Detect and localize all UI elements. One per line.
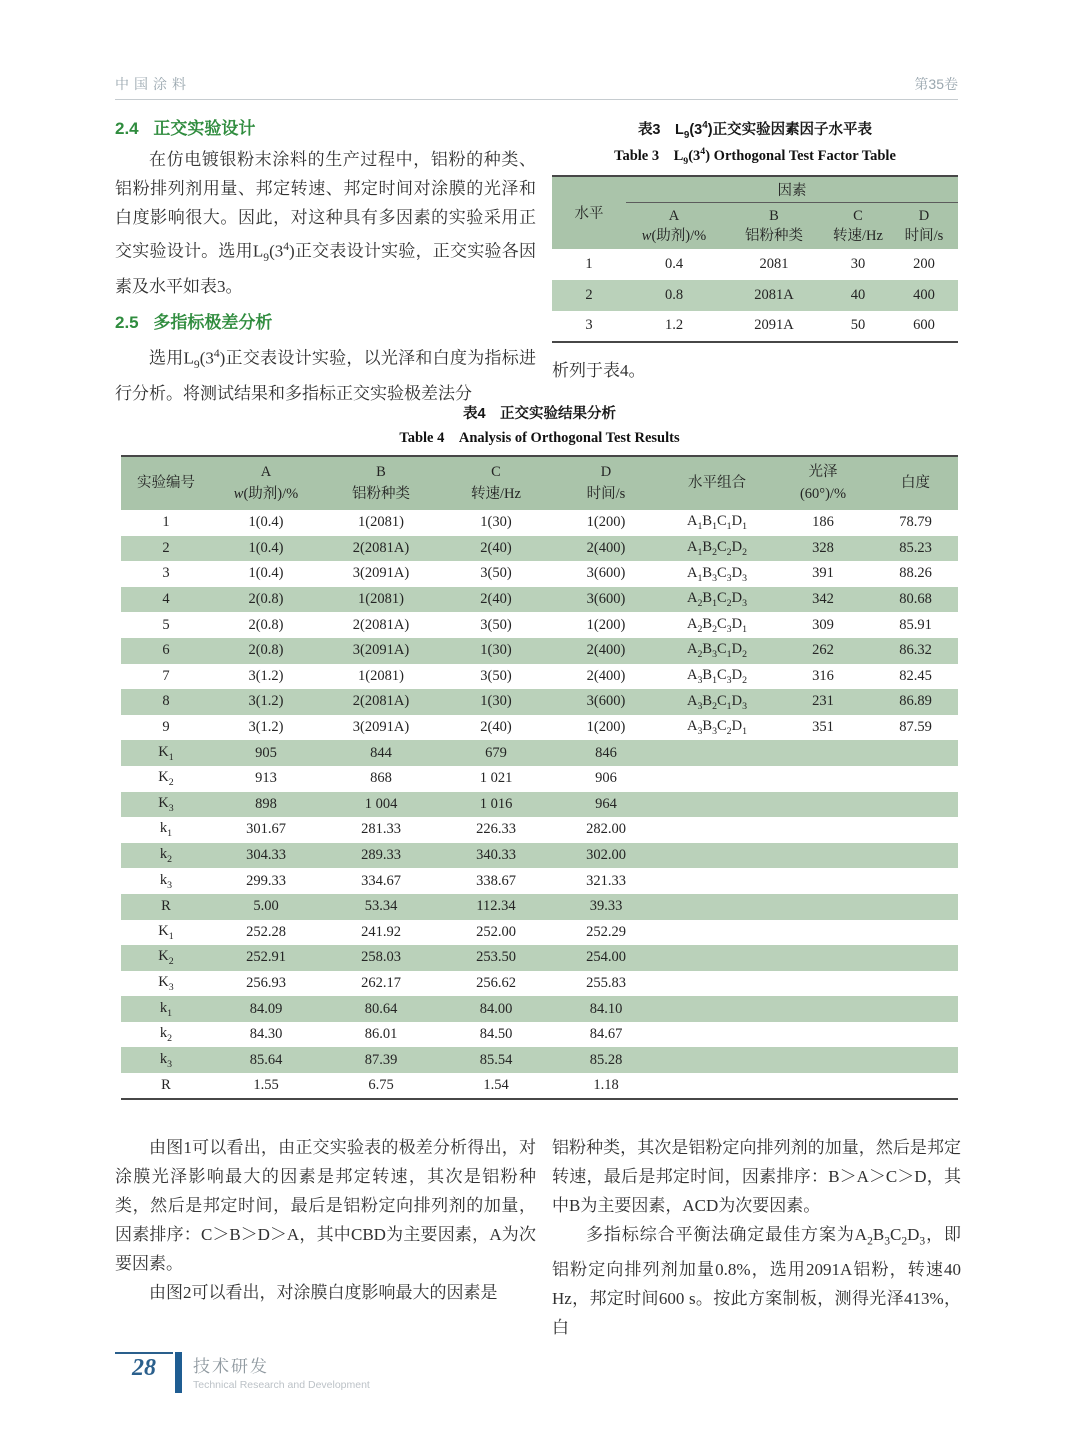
table-cell: 679: [441, 740, 551, 766]
column-header: B 铝粉种类: [722, 203, 826, 249]
table-cell: 334.67: [361, 872, 401, 889]
table-cell: 88.26: [899, 565, 932, 582]
table-cell: [773, 920, 873, 946]
table-cell: 86.32: [873, 638, 958, 664]
table-cell: [773, 868, 873, 894]
table-cell: [873, 1047, 958, 1073]
table-cell: 1.18: [593, 1076, 619, 1093]
table-cell: 844: [321, 740, 441, 766]
page-number-box: [115, 1352, 173, 1382]
table-cell: [773, 894, 873, 920]
table-cell: 39.33: [551, 894, 661, 920]
footer-section: [193, 1352, 370, 1391]
footer-divider-bar: [175, 1352, 182, 1393]
table-cell: 258.03: [321, 945, 441, 971]
table-cell: [773, 792, 873, 818]
table-cell: 2(2081A): [321, 536, 441, 562]
table-cell: 1(0.4): [248, 565, 284, 582]
table-row: [121, 536, 958, 562]
table-cell: 281.33: [361, 821, 401, 838]
table-cell: 86.01: [364, 1026, 398, 1043]
table-cell: 2(2081A): [321, 689, 441, 715]
table-cell: 3(600): [551, 587, 661, 613]
table-cell: [773, 996, 873, 1022]
table-cell: 3(2091A): [321, 638, 441, 664]
table-cell: [661, 792, 773, 818]
table-cell: [773, 817, 873, 843]
table-cell: [873, 740, 958, 766]
table-cell: 2(400): [586, 667, 626, 684]
table-cell: 304.33: [211, 843, 321, 869]
table-cell: 913: [255, 770, 277, 787]
table-cell: [661, 817, 773, 843]
table-cell: 316: [812, 667, 834, 684]
table-cell: 3(50): [480, 667, 512, 684]
table-row: [552, 176, 958, 203]
left-column-bottom: [115, 1133, 536, 1307]
column-header-level: 水平: [552, 176, 626, 249]
table-cell: 9: [162, 719, 170, 736]
table-cell: 85.23: [873, 536, 958, 562]
table-cell: $k_2$: [159, 1025, 173, 1045]
table-row: [552, 311, 958, 342]
table-row: [121, 920, 958, 946]
table-cell: 255.83: [586, 974, 626, 991]
table-cell: 6.75: [368, 1076, 394, 1093]
table-cell: 85.64: [211, 1047, 321, 1073]
table-cell: [873, 971, 958, 997]
table-cell: 85.91: [899, 616, 932, 633]
table-cell: [873, 792, 958, 818]
table-cell: $A_1B_3C_3D_3$: [687, 564, 747, 584]
table-cell: 309: [812, 616, 834, 633]
table-cell: [661, 868, 773, 894]
table-cell: 2(40): [480, 719, 512, 736]
table-cell: 342: [773, 587, 873, 613]
table-cell: $k_1$: [121, 996, 211, 1022]
table-cell: 5.00: [211, 894, 321, 920]
table3-caption-en: Table 3 $L_9(3^4)$ Orthogonal Test Factor Table: [614, 146, 896, 167]
table-cell: 0.4: [664, 255, 684, 272]
table-cell: [773, 843, 873, 869]
table-cell: [661, 1073, 773, 1099]
right-column-top: [552, 118, 958, 385]
table-cell: 1(200): [586, 719, 626, 736]
table-row: [121, 1073, 958, 1099]
table-cell: 40: [826, 280, 890, 311]
table-cell: 1(2081): [358, 667, 404, 684]
table-cell: 1(0.4): [248, 514, 284, 531]
table-cell: 252.28: [246, 923, 286, 940]
table-cell: 2(40): [441, 587, 551, 613]
table-cell: 1: [162, 514, 170, 531]
table-cell: 252.00: [476, 923, 516, 940]
table-cell: 1 004: [321, 792, 441, 818]
table-cell: 1(200): [586, 514, 626, 531]
column-header: D 时间/s: [551, 456, 661, 510]
table-row: [121, 868, 958, 894]
table-cell: 256.62: [476, 974, 516, 991]
column-header: A w(助剂)/%: [626, 203, 722, 249]
table-cell: 2(40): [441, 536, 551, 562]
table-cell: 3(2091A): [352, 719, 410, 736]
table-cell: 3(600): [551, 689, 661, 715]
table3-caption-zh: 表3 $L_9(3^4)$正交实验因素因子水平表: [637, 120, 873, 141]
table4-caption-en: Table 4 Analysis of Orthogonal Test Results: [399, 430, 680, 446]
table-cell: $A_3B_1C_3D_2$: [687, 666, 747, 686]
table-cell: [661, 945, 773, 971]
section-title: 多指标极差分析: [153, 313, 273, 333]
table-cell: $K_3$: [158, 974, 174, 993]
table-cell: 1.54: [483, 1076, 509, 1093]
left-column-top: [115, 112, 536, 408]
table-cell: 8: [121, 689, 211, 715]
table-cell: 84.00: [441, 996, 551, 1022]
table-cell: [773, 1073, 873, 1099]
table-cell: 87.39: [321, 1047, 441, 1073]
table-cell: 1(30): [480, 514, 512, 531]
table-cell: 3(1.2): [248, 719, 284, 736]
discussion-paragraph: 由图1可以看出，由正交实验表的极差分析得出，对涂膜光泽影响最大的因素是邦定转速，其次是铝粉种类，然后是邦定时间，最后是铝粉定向排列剂的加量，因素排序：C＞B＞D＞A，其中CBD为主要因素，A为次要因素。: [115, 1138, 536, 1273]
table-cell: 964: [551, 792, 661, 818]
table-cell: $k_1$: [159, 820, 173, 840]
table-cell: 4: [121, 587, 211, 613]
table-cell: 253.50: [441, 945, 551, 971]
table-cell: 1.55: [253, 1076, 279, 1093]
discussion-paragraph: 多指标综合平衡法确定最佳方案为$A_2B_3C_2D_3$，即铝粉定向排列剂加量0.8%，选用2091A铝粉，转速40 Hz，邦定时间600 s。按此方案制板，测得光泽413%，白: [552, 1225, 962, 1338]
footer-section-title: 技术研发: [193, 1357, 269, 1376]
table-cell: 1 021: [479, 770, 513, 787]
table-row: [121, 638, 958, 664]
table-row: [121, 792, 958, 818]
column-header: C 转速/Hz: [826, 203, 890, 249]
table-row: [121, 664, 958, 690]
table3-factor-level-table: [552, 175, 958, 343]
table-cell: 2081: [759, 255, 789, 272]
table-cell: 84.10: [551, 996, 661, 1022]
table-cell: 2(0.8): [211, 587, 321, 613]
table3-header: [552, 176, 958, 249]
table-cell: 600: [913, 317, 935, 334]
table-cell: 1(0.4): [211, 536, 321, 562]
table-cell: 2(0.8): [211, 638, 321, 664]
table-cell: $A_2B_1C_2D_3$: [661, 587, 773, 613]
table-cell: 30: [850, 255, 866, 272]
table4-header: [121, 456, 958, 510]
table-cell: 53.34: [321, 894, 441, 920]
table-cell: 846: [551, 740, 661, 766]
table-cell: [873, 1073, 958, 1099]
section-title: 正交实验设计: [153, 119, 256, 138]
table-cell: $k_3$: [159, 871, 173, 891]
table-cell: [873, 945, 958, 971]
table-cell: 1.2: [664, 317, 684, 334]
table-cell: 905: [211, 740, 321, 766]
table-cell: 226.33: [476, 821, 516, 838]
table-cell: $A_3B_3C_2D_1$: [687, 718, 747, 737]
table-cell: 262.17: [361, 974, 401, 991]
table-cell: 302.00: [551, 843, 661, 869]
table-cell: 3(600): [586, 565, 626, 582]
table-cell: 328: [773, 536, 873, 562]
table-cell: $A_1B_1C_1D_1$: [687, 513, 747, 533]
table-cell: 282.00: [586, 821, 626, 838]
table-cell: 5: [162, 616, 170, 633]
table-cell: $K_3$: [121, 792, 211, 818]
table-cell: 84.30: [249, 1026, 283, 1043]
table-cell: 252.91: [211, 945, 321, 971]
table-cell: 2(0.8): [248, 616, 284, 633]
column-header: 实验编号: [121, 456, 211, 510]
table-row: [121, 945, 958, 971]
table-row: [121, 971, 958, 997]
table4-section: [121, 402, 958, 1100]
table-cell: 1(2081): [321, 587, 441, 613]
column-header: C 转速/Hz: [441, 456, 551, 510]
table-cell: 231: [773, 689, 873, 715]
table-cell: [661, 766, 773, 792]
table-cell: 301.67: [246, 821, 286, 838]
page-header: [115, 74, 958, 100]
paragraph-2-4: 在仿电镀银粉末涂料的生产过程中，铝粉的种类、铝粉排列剂用量、邦定转速、邦定时间对涂膜的光泽和白度影响很大。因此，对这种具有多因素的实验采用正交实验设计。选用$L_9(3^4)$正交表设计实验，正交实验各因素及水平如表3。: [115, 150, 536, 297]
column-header: 白度: [873, 456, 958, 510]
table-cell: 340.33: [441, 843, 551, 869]
table-cell: 1(30): [441, 638, 551, 664]
section-heading-2-4: [115, 114, 536, 139]
table-cell: 3(1.2): [248, 667, 284, 684]
table-cell: [661, 843, 773, 869]
table-row: [121, 612, 958, 638]
table-row: [121, 740, 958, 766]
table4-caption-zh: 表4 正交实验结果分析: [462, 406, 617, 422]
table-row: [121, 587, 958, 613]
section-heading-2-5: [115, 308, 536, 333]
table-cell: 289.33: [321, 843, 441, 869]
table-cell: R: [161, 1076, 171, 1093]
table-cell: 3(2091A): [352, 565, 410, 582]
table-cell: 84.67: [589, 1026, 623, 1043]
table-cell: 256.93: [246, 974, 286, 991]
discussion-paragraph: 由图2可以看出，对涂膜白度影响最大的因素是: [149, 1283, 498, 1302]
table-row: [121, 766, 958, 792]
table-cell: [661, 1022, 773, 1048]
table-row: [552, 249, 958, 280]
paragraph-2-5: 选用$L_9(3^4)$正交表设计实验，以光泽和白度为指标进行分析。将测试结果和多指标正交实验极差法分: [115, 347, 536, 404]
table-cell: 2(2081A): [352, 616, 410, 633]
table-cell: [873, 817, 958, 843]
table-cell: $A_2B_3C_1D_2$: [661, 638, 773, 664]
table-cell: 351: [812, 719, 834, 736]
table-cell: $A_2B_2C_3D_1$: [687, 615, 747, 635]
journal-name: 中国涂料: [115, 76, 191, 92]
table-row: [121, 456, 958, 510]
column-header-factor-group: 因素: [626, 176, 958, 203]
table-cell: [873, 1022, 958, 1048]
table-cell: [661, 740, 773, 766]
page-footer: [115, 1352, 370, 1393]
table-cell: [773, 740, 873, 766]
table-cell: 84.09: [211, 996, 321, 1022]
table-cell: [661, 920, 773, 946]
table-cell: 1(200): [586, 616, 626, 633]
section-number: 2.5: [115, 313, 139, 333]
table-cell: 200: [913, 255, 935, 272]
table-cell: [773, 1047, 873, 1073]
table-cell: 2(400): [551, 536, 661, 562]
table-cell: 3: [162, 565, 170, 582]
table-row: [552, 280, 958, 311]
table-cell: 338.67: [476, 872, 516, 889]
table-cell: $K_2$: [158, 769, 174, 789]
table-cell: [773, 971, 873, 997]
table-cell: [773, 1022, 873, 1048]
table-cell: 112.34: [441, 894, 551, 920]
table-cell: 3(1.2): [211, 689, 321, 715]
table-row: [121, 561, 958, 587]
table-cell: 2: [552, 280, 626, 311]
section-number: 2.4: [115, 119, 139, 138]
volume-label: 第35卷: [914, 76, 958, 92]
table-cell: R: [121, 894, 211, 920]
table-cell: [773, 945, 873, 971]
table-row: [121, 715, 958, 741]
table-cell: $A_3B_2C_1D_3$: [661, 689, 773, 715]
table-cell: 391: [812, 565, 834, 582]
table-cell: 1: [585, 255, 593, 272]
column-header: D 时间/s: [890, 203, 958, 249]
paragraph-2-5-continued: 析列于表4。: [552, 360, 646, 380]
table3-body: [552, 249, 958, 342]
table-cell: 50: [850, 317, 866, 334]
table-cell: 262: [773, 638, 873, 664]
table-cell: 6: [121, 638, 211, 664]
table-cell: 3(50): [480, 616, 512, 633]
table-row: [121, 817, 958, 843]
table-cell: 80.64: [321, 996, 441, 1022]
table-cell: [873, 868, 958, 894]
table-cell: 299.33: [246, 872, 286, 889]
right-column-bottom: [552, 1133, 961, 1342]
table-cell: $K_1$: [121, 740, 211, 766]
table-cell: [873, 843, 958, 869]
column-header: 水平组合: [661, 456, 773, 510]
table-row: [121, 1022, 958, 1048]
table-cell: 7: [162, 667, 170, 684]
table-cell: 898: [211, 792, 321, 818]
discussion-paragraph: 铝粉种类，其次是铝粉定向排列剂的加量，然后是邦定转速，最后是邦定时间，因素排序：B＞A＞C＞D，其中B为主要因素，ACD为次要因素。: [552, 1138, 961, 1215]
table-cell: 87.59: [899, 719, 932, 736]
table-cell: $k_2$: [121, 843, 211, 869]
page-number: 28: [132, 1355, 156, 1381]
table-cell: 254.00: [551, 945, 661, 971]
table-cell: 906: [595, 770, 617, 787]
table-cell: $A_1B_2C_2D_2$: [661, 536, 773, 562]
table-cell: $K_2$: [121, 945, 211, 971]
column-header: A w(助剂)/%: [211, 456, 321, 510]
table-cell: 78.79: [899, 514, 932, 531]
table-row: [121, 689, 958, 715]
table-cell: [661, 1047, 773, 1073]
table-cell: 80.68: [873, 587, 958, 613]
table-cell: 85.28: [551, 1047, 661, 1073]
table-cell: $K_1$: [158, 922, 174, 942]
table-row: [121, 894, 958, 920]
table-cell: 2081A: [722, 280, 826, 311]
table-cell: [873, 996, 958, 1022]
table-cell: [773, 766, 873, 792]
table-cell: 85.54: [441, 1047, 551, 1073]
table-cell: 868: [370, 770, 392, 787]
table-cell: 186: [812, 514, 834, 531]
table-cell: 2: [121, 536, 211, 562]
table-row: [121, 510, 958, 536]
table-cell: 0.8: [626, 280, 722, 311]
table-cell: 84.50: [479, 1026, 513, 1043]
table-cell: 3: [585, 317, 593, 334]
table-cell: 82.45: [899, 667, 932, 684]
table-row: [121, 843, 958, 869]
table-cell: 241.92: [361, 923, 401, 940]
column-header: B 铝粉种类: [321, 456, 441, 510]
table-cell: [661, 894, 773, 920]
table-cell: [661, 971, 773, 997]
table-cell: 252.29: [586, 923, 626, 940]
table-cell: $k_3$: [121, 1047, 211, 1073]
table4-body: [121, 510, 958, 1099]
table-cell: 321.33: [586, 872, 626, 889]
column-header: 光泽 (60°)/%: [773, 456, 873, 510]
table4-orthogonal-results-table: [121, 455, 958, 1100]
table-cell: 1(30): [441, 689, 551, 715]
table-cell: 1(2081): [358, 514, 404, 531]
table-cell: 3(50): [480, 565, 512, 582]
table-cell: [661, 996, 773, 1022]
table-row: [121, 1047, 958, 1073]
table-cell: [873, 894, 958, 920]
footer-section-subtitle: Technical Research and Development: [193, 1379, 370, 1391]
table-cell: 400: [890, 280, 958, 311]
table-cell: 2091A: [754, 317, 794, 334]
table-row: [121, 996, 958, 1022]
table-cell: [873, 766, 958, 792]
table-cell: [873, 920, 958, 946]
table-cell: 1 016: [441, 792, 551, 818]
table-cell: 2(400): [551, 638, 661, 664]
table-cell: 86.89: [873, 689, 958, 715]
